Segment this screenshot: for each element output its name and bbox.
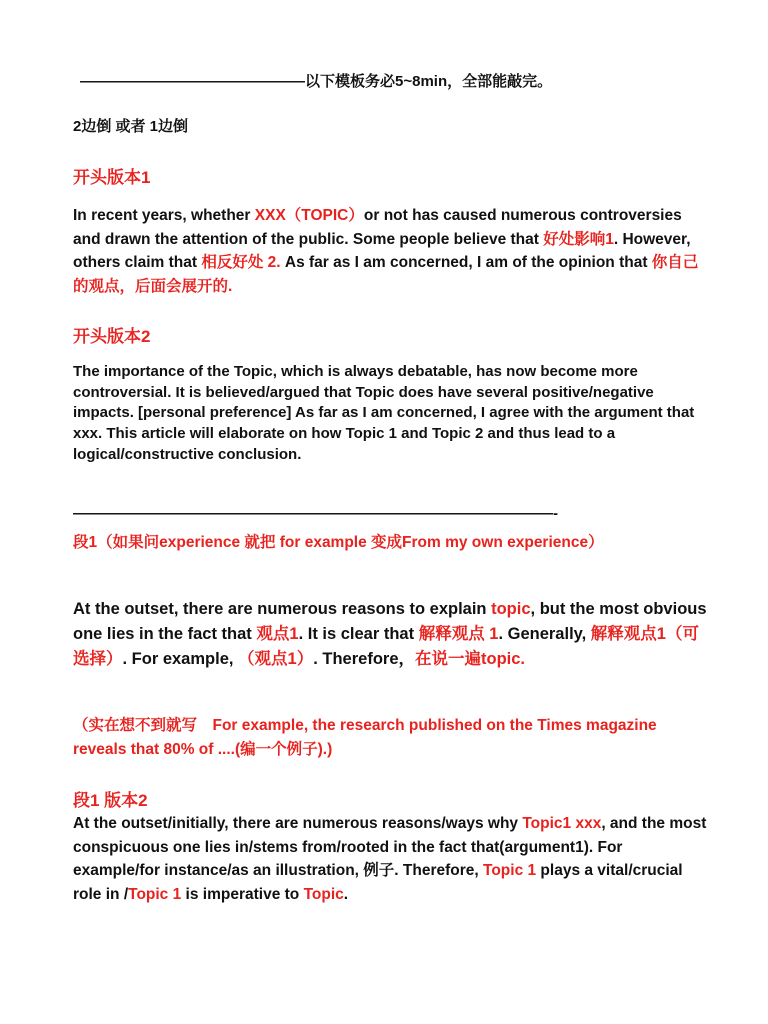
text-run: At the outset, there are numerous reasons to explain: [73, 600, 492, 618]
text-run: is imperative to: [181, 885, 304, 903]
text-run: At the outset/initially, there are numerous reasons/ways why: [73, 815, 523, 832]
opening1-heading: 开头版本1: [73, 168, 151, 187]
text-run: , but the most obvious one lies in the fact that: [73, 600, 707, 643]
highlighted-text-run: 相反好处 2.: [201, 254, 281, 271]
highlighted-text-run: （观点1）: [238, 650, 314, 668]
highlighted-text-run: Topic 1: [128, 885, 182, 903]
top-dashes-line: ———————————————以下模板务必5~8min，全部能敲完。: [80, 73, 553, 90]
para1v2-heading: 段1 版本2: [73, 791, 148, 810]
text-run: As far as I am concerned, I am of the opinion that: [280, 254, 652, 271]
opening2-heading: 开头版本2: [73, 327, 151, 346]
highlighted-text-run: 好处影响1: [543, 230, 614, 248]
text-run: . However, others claim that: [73, 230, 691, 271]
para1-heading: 段1（如果问experience 就把 for example 变成From my own experience）: [73, 534, 604, 551]
text-run: or not has caused numerous controversies and drawn the attention of the public. Some people believe that: [73, 207, 682, 248]
highlighted-text-run: topic: [491, 600, 531, 618]
text-run: In recent years, whether: [73, 207, 255, 224]
opening2-paragraph: The importance of the Topic, which is always debatable, has now become more controversial. It is believed/argued that Topic does have several positive/negative impacts. [personal preference] As far as I am concerned, I agree with the argument that xxx. This article will elaborate on how Topic 1 and Topic 2 and thus lead to a logical/constructive conclusion.: [73, 363, 695, 463]
text-run: . It is clear that: [298, 625, 419, 643]
para1-note: （实在想不到就写 For example, the research published on the Times magazine reveals that 80% of ....(编一个例子).): [73, 717, 657, 758]
para1v2-paragraph: [73, 812, 708, 906]
highlighted-text-run: 你自己的观点，后面会展开的.: [73, 254, 699, 295]
opening1-paragraph: [73, 204, 708, 298]
highlighted-text-run: 在说一遍topic.: [415, 650, 526, 668]
section-divider: ————————————————————————————————-: [73, 505, 558, 522]
highlighted-text-run: 观点1: [256, 625, 299, 643]
text-run: . Therefore，: [313, 650, 416, 668]
text-run: . Generally,: [498, 625, 591, 643]
highlighted-text-run: 解释观点1（可选择）: [73, 625, 699, 668]
text-run: . For example,: [122, 650, 239, 668]
text-run: , and the most conspicuous one lies in/stems from/rooted in the fact that(argument1). For example/for instance/as an illustration, 例子. Therefore,: [73, 815, 707, 879]
highlighted-text-run: Topic 1: [483, 862, 537, 879]
text-run: plays a vital/crucial role in /: [73, 862, 683, 903]
para1-paragraph: [73, 597, 708, 672]
highlighted-text-run: Topic: [303, 885, 344, 903]
highlighted-text-run: XXX（TOPIC）: [254, 207, 364, 224]
text-run: .: [343, 885, 349, 903]
highlighted-text-run: 解释观点 1: [418, 625, 499, 643]
subtitle: 2边倒 或者 1边倒: [73, 118, 189, 135]
highlighted-text-run: Topic1 xxx: [522, 815, 602, 832]
